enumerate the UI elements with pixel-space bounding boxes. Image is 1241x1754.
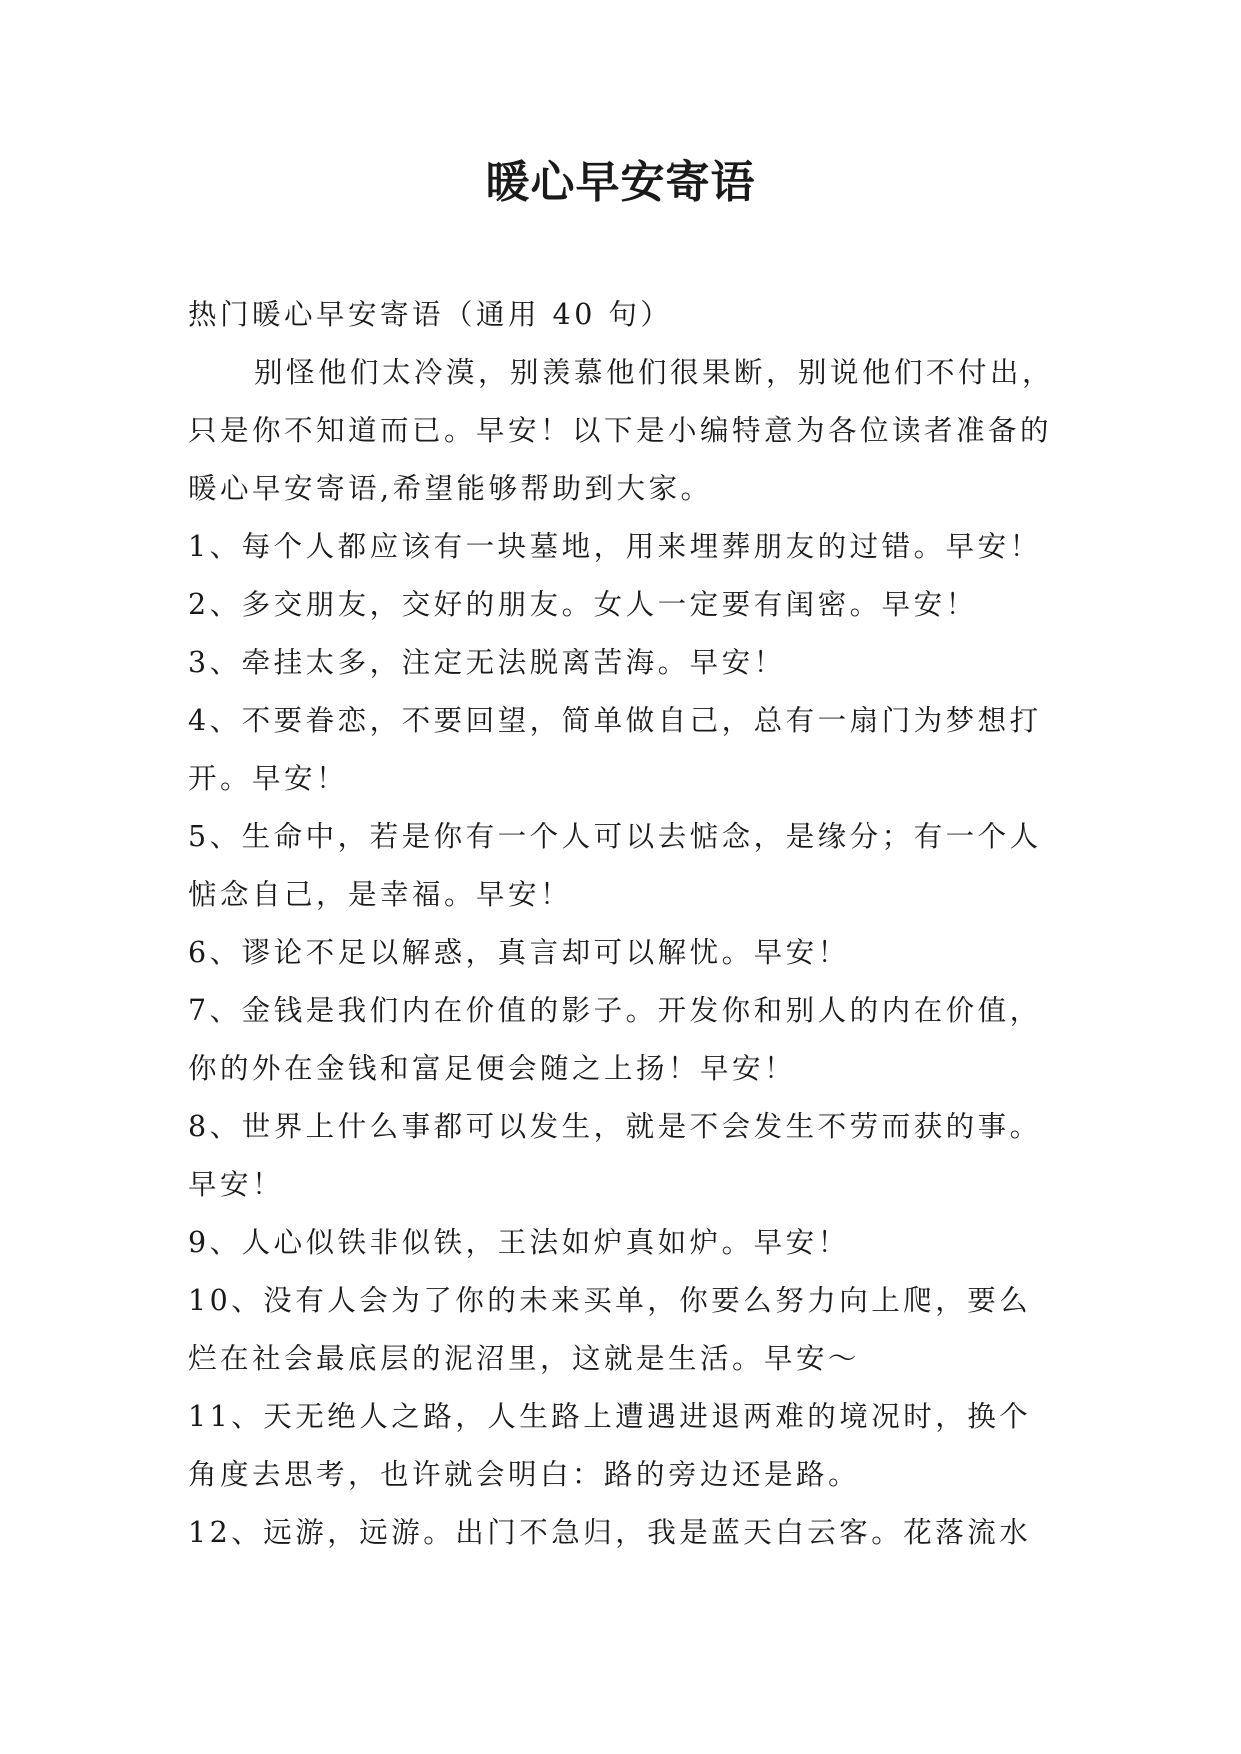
list-item: 5、生命中，若是你有一个人可以去惦念，是缘分；有一个人惦念自己，是幸福。早安！	[188, 820, 1042, 911]
list-item: 9、人心似铁非似铁，王法如炉真如炉。早安！	[188, 1226, 850, 1259]
list-item: 6、谬论不足以解惑，真言却可以解忧。早安！	[188, 936, 850, 969]
document-title: 暖心早安寄语	[485, 157, 756, 208]
document-body	[188, 286, 1056, 1562]
list-item: 1、每个人都应该有一块墓地，用来埋葬朋友的过错。早安！	[188, 530, 1042, 563]
list-item: 4、不要眷恋，不要回望，简单做自己，总有一扇门为梦想打开。早安！	[188, 704, 1042, 795]
list-item: 10、没有人会为了你的未来买单，你要么努力向上爬，要么烂在社会最底层的泥沼里，这就是生活。早安～	[188, 1284, 1032, 1375]
list-item: 7、金钱是我们内在价值的影子。开发你和别人的内在价值，你的外在金钱和富足便会随之上扬！早安！	[188, 994, 1042, 1085]
list-item: 12、远游，远游。出门不急归，我是蓝天白云客。花落流水	[188, 1516, 1032, 1549]
list-item: 3、牵挂太多，注定无法脱离苦海。早安！	[188, 646, 786, 679]
document-subtitle: 热门暖心早安寄语（通用 40 句）	[188, 298, 673, 331]
list-item: 2、多交朋友，交好的朋友。女人一定要有闺密。早安！	[188, 588, 978, 621]
intro-paragraph: 别怪他们太冷漠，别羡慕他们很果断，别说他们不付出，只是你不知道而已。早安！以下是小编特意为各位读者准备的暖心早安寄语,希望能够帮助到大家。	[188, 356, 1055, 505]
list-item: 8、世界上什么事都可以发生，就是不会发生不劳而获的事。早安！	[188, 1110, 1042, 1201]
list-item: 11、天无绝人之路，人生路上遭遇进退两难的境况时，换个角度去思考，也许就会明白：路的旁边还是路。	[188, 1400, 1032, 1491]
